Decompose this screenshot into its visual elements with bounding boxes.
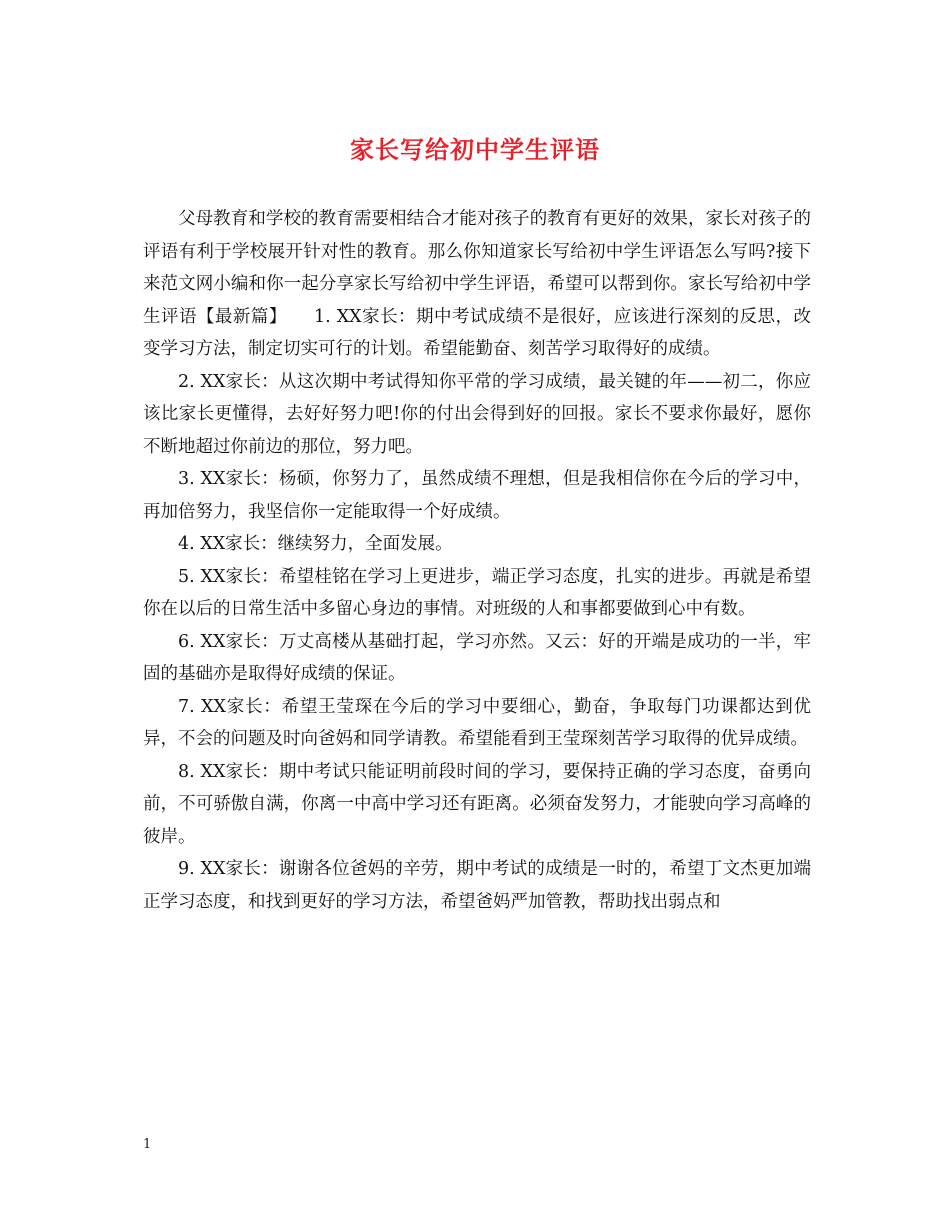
paragraph-comment-8: 8. XX家长：期中考试只能证明前段时间的学习，要保持正确的学习态度，奋勇向前，不可骄傲自满，你离一中高中学习还有距离。必须奋发努力，才能驶向学习高峰的彼岸。 bbox=[143, 761, 811, 847]
paragraph-comment-4: 4. XX家长：继续努力，全面发展。 bbox=[178, 534, 453, 554]
paragraph-comment-9: 9. XX家长：谢谢各位爸妈的辛劳，期中考试的成绩是一时的，希望丁文杰更加端正学习态度，和找到更好的学习方法，希望爸妈严加管教，帮助找出弱点和 bbox=[143, 859, 811, 912]
paragraph-comment-2: 2. XX家长：从这次期中考试得知你平常的学习成绩，最关键的年——初二，你应该比家长更懂得，去好好努力吧!你的付出会得到好的回报。家长不要求你最好，愿你不断地超过你前边的那位，努力吧。 bbox=[143, 371, 811, 457]
paragraph-comment-6: 6. XX家长：万丈高楼从基础打起，学习亦然。又云：好的开端是成功的一半，牢固的基础亦是取得好成绩的保证。 bbox=[143, 631, 811, 684]
paragraph-comment-5: 5. XX家长：希望桂铭在学习上更进步，端正学习态度，扎实的进步。再就是希望你在以后的日常生活中多留心身边的事情。对班级的人和事都要做到心中有数。 bbox=[143, 566, 811, 619]
paragraph-comment-3: 3. XX家长：杨硕，你努力了，虽然成绩不理想，但是我相信你在今后的学习中，再加倍努力，我坚信你一定能取得一个好成绩。 bbox=[143, 469, 811, 522]
document-title: 家长写给初中学生评语 bbox=[350, 135, 600, 164]
paragraph-intro: 父母教育和学校的教育需要相结合才能对孩子的教育有更好的效果，家长对孩子的评语有利于学校展开针对性的教育。那么你知道家长写给初中学生评语怎么写吗?接下来范文网小编和你一起分享家长写给初中学生评语，希望可以帮到你。家长写给初中学生评语【最新篇】 1. XX家长：期中考试成绩不是很好，应该进行深刻的反思，改变学习方法，制定切实可行的计划。希望能勤奋、刻苦学习取得好的成绩。 bbox=[143, 209, 811, 359]
document-body bbox=[143, 203, 811, 918]
paragraph-comment-7: 7. XX家长：希望王莹琛在今后的学习中要细心，勤奋，争取每门功课都达到优异，不会的问题及时向爸妈和同学请教。希望能看到王莹琛刻苦学习取得的优异成绩。 bbox=[143, 696, 811, 749]
page-number: 1 bbox=[143, 1137, 152, 1152]
